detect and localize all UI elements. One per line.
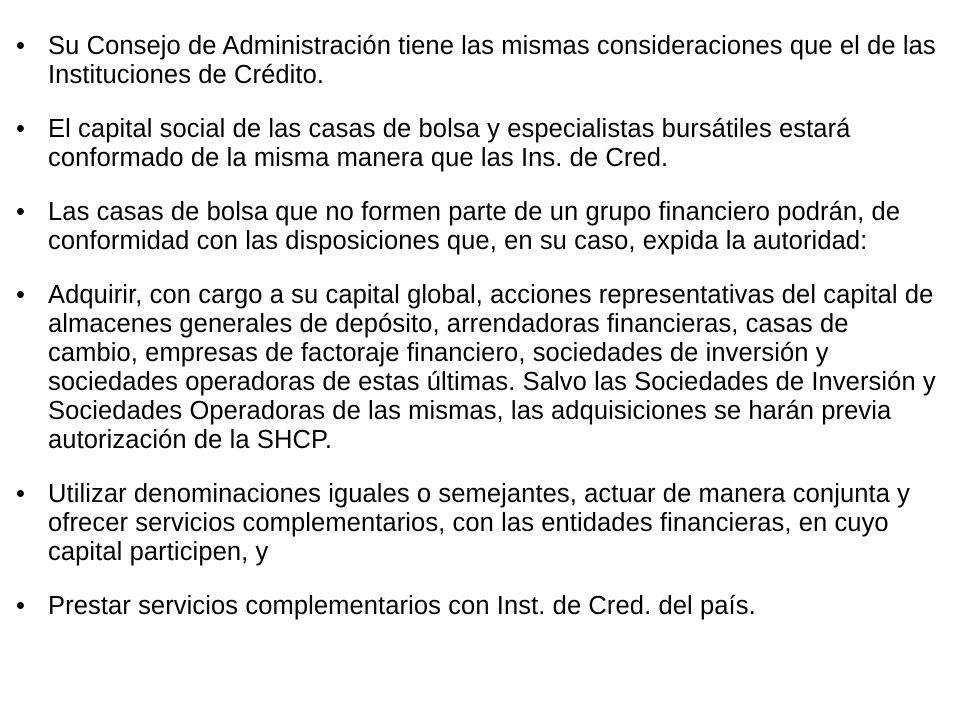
bullet-item-prestar xyxy=(14,592,944,621)
bullet-text-capital-social: El capital social de las casas de bolsa y especialistas bursátiles estará conformado de la misma manera que las Ins. de Cred. xyxy=(48,115,851,172)
bullet-icon: • xyxy=(16,480,26,508)
bullet-icon: • xyxy=(16,32,26,60)
bullet-item-casas-de-bolsa xyxy=(14,198,944,256)
bullet-text-consejo: Su Consejo de Administración tiene las mismas consideraciones que el de las Instituciones de Crédito. xyxy=(48,32,936,89)
bullet-item-utilizar xyxy=(14,480,944,567)
bullet-text-utilizar: Utilizar denominaciones iguales o semejantes, actuar de manera conjunta y ofrecer servicios complementarios, con las entidades financieras, en cuyo capital participen, y xyxy=(48,480,911,566)
bullet-icon: • xyxy=(16,592,26,620)
bullet-item-consejo xyxy=(14,32,944,90)
bullet-item-adquirir xyxy=(14,281,944,455)
bullet-icon: • xyxy=(16,115,26,143)
bullet-text-casas-de-bolsa: Las casas de bolsa que no formen parte de un grupo financiero podrán, de conformidad con las disposiciones que, en su caso, expida la autoridad: xyxy=(48,198,901,255)
bullet-item-capital-social xyxy=(14,115,944,173)
bullet-text-adquirir: Adquirir, con cargo a su capital global, acciones representativas del capital de almacenes generales de depósito, arrendadoras financieras, casas de cambio, empresas de factoraje financiero, sociedades de inversión y sociedades operadoras de estas últimas. Salvo las Sociedades de Inversión y Sociedades Operadoras de las mismas, las adquisiciones se harán previa autorización de la SHCP. xyxy=(48,281,936,454)
bullet-text-prestar: Prestar servicios complementarios con Inst. de Cred. del país. xyxy=(48,592,756,620)
bullet-icon: • xyxy=(16,198,26,226)
bullet-list xyxy=(14,32,944,646)
bullet-icon: • xyxy=(16,281,26,309)
